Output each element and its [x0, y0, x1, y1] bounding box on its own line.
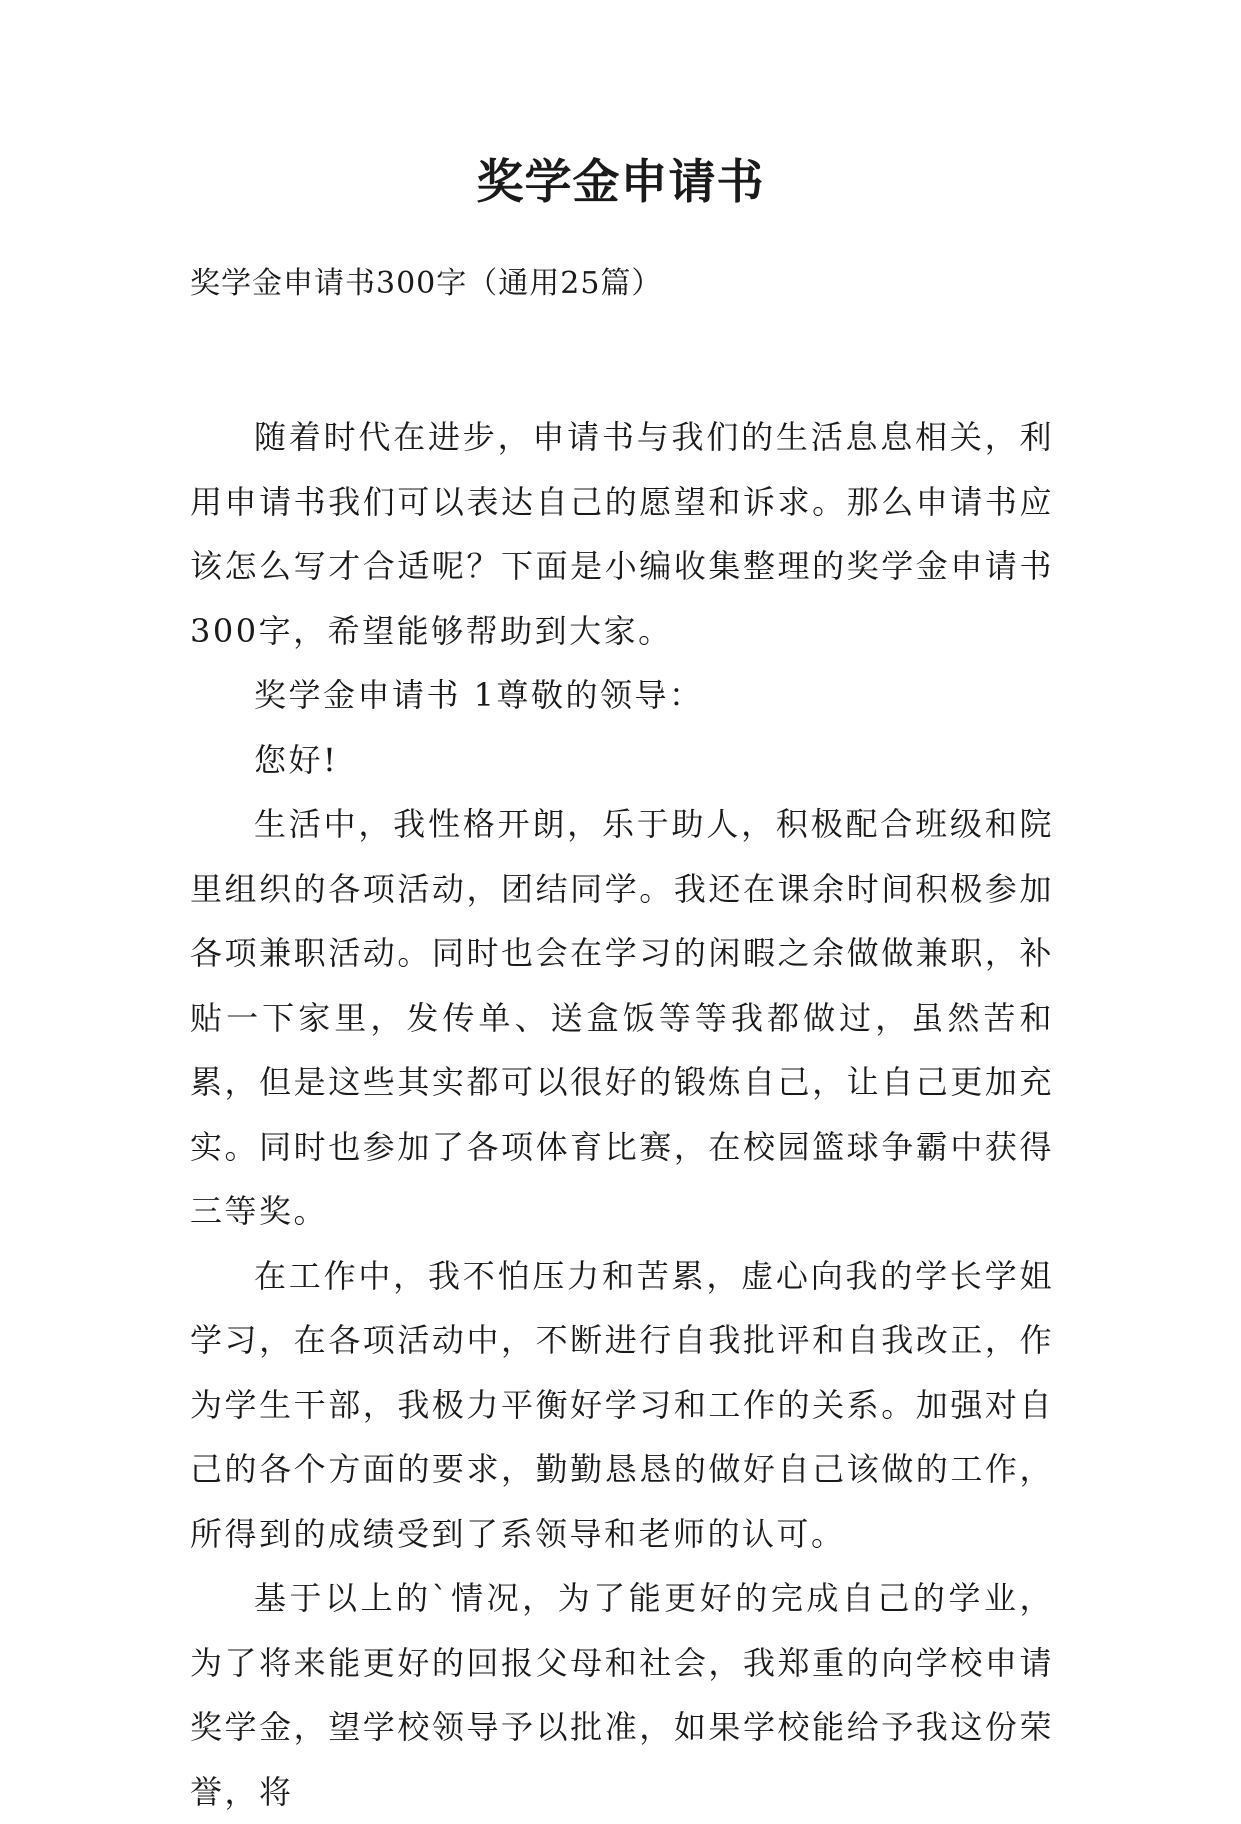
body-paragraph: 您好!: [254, 740, 339, 779]
body-paragraph: 生活中，我性格开朗，乐于助人，积极配合班级和院里组织的各项活动，团结同学。我还在课余时间积极参加各项兼职活动。同时也会在学习的闲暇之余做做兼职，补贴一下家里，发传单、送盒饭等等我都做过，虽然苦和累，但是这些其实都可以很好的锻炼自己，让自己更加充实。同时也参加了各项体育比赛，在校园篮球争霸中获得三等奖。: [190, 805, 1054, 1230]
body-paragraph: 随着时代在进步，申请书与我们的生活息息相关，利用申请书我们可以表达自己的愿望和诉求。那么申请书应该怎么写才合适呢？下面是小编收集整理的奖学金申请书300字，希望能够帮助到大家。: [190, 418, 1054, 650]
document-subtitle: 奖学金申请书300字（通用25篇）: [190, 266, 663, 301]
body-paragraph: 基于以上的`情况，为了能更好的完成自己的学业，为了将来能更好的回报父母和社会，我郑重的向学校申请奖学金，望学校领导予以批准，如果学校能给予我这份荣誉，将: [190, 1579, 1054, 1811]
document-body: [190, 405, 1054, 1824]
document-title: 奖学金申请书: [476, 155, 765, 210]
body-paragraph: 在工作中，我不怕压力和苦累，虚心向我的学长学姐学习，在各项活动中，不断进行自我批评和自我改正，作为学生干部，我极力平衡好学习和工作的关系。加强对自己的各个方面的要求，勤勤恳恳的做好自己该做的工作，所得到的成绩受到了系领导和老师的认可。: [190, 1256, 1054, 1553]
body-paragraph: 奖学金申请书 1尊敬的领导：: [254, 676, 704, 714]
